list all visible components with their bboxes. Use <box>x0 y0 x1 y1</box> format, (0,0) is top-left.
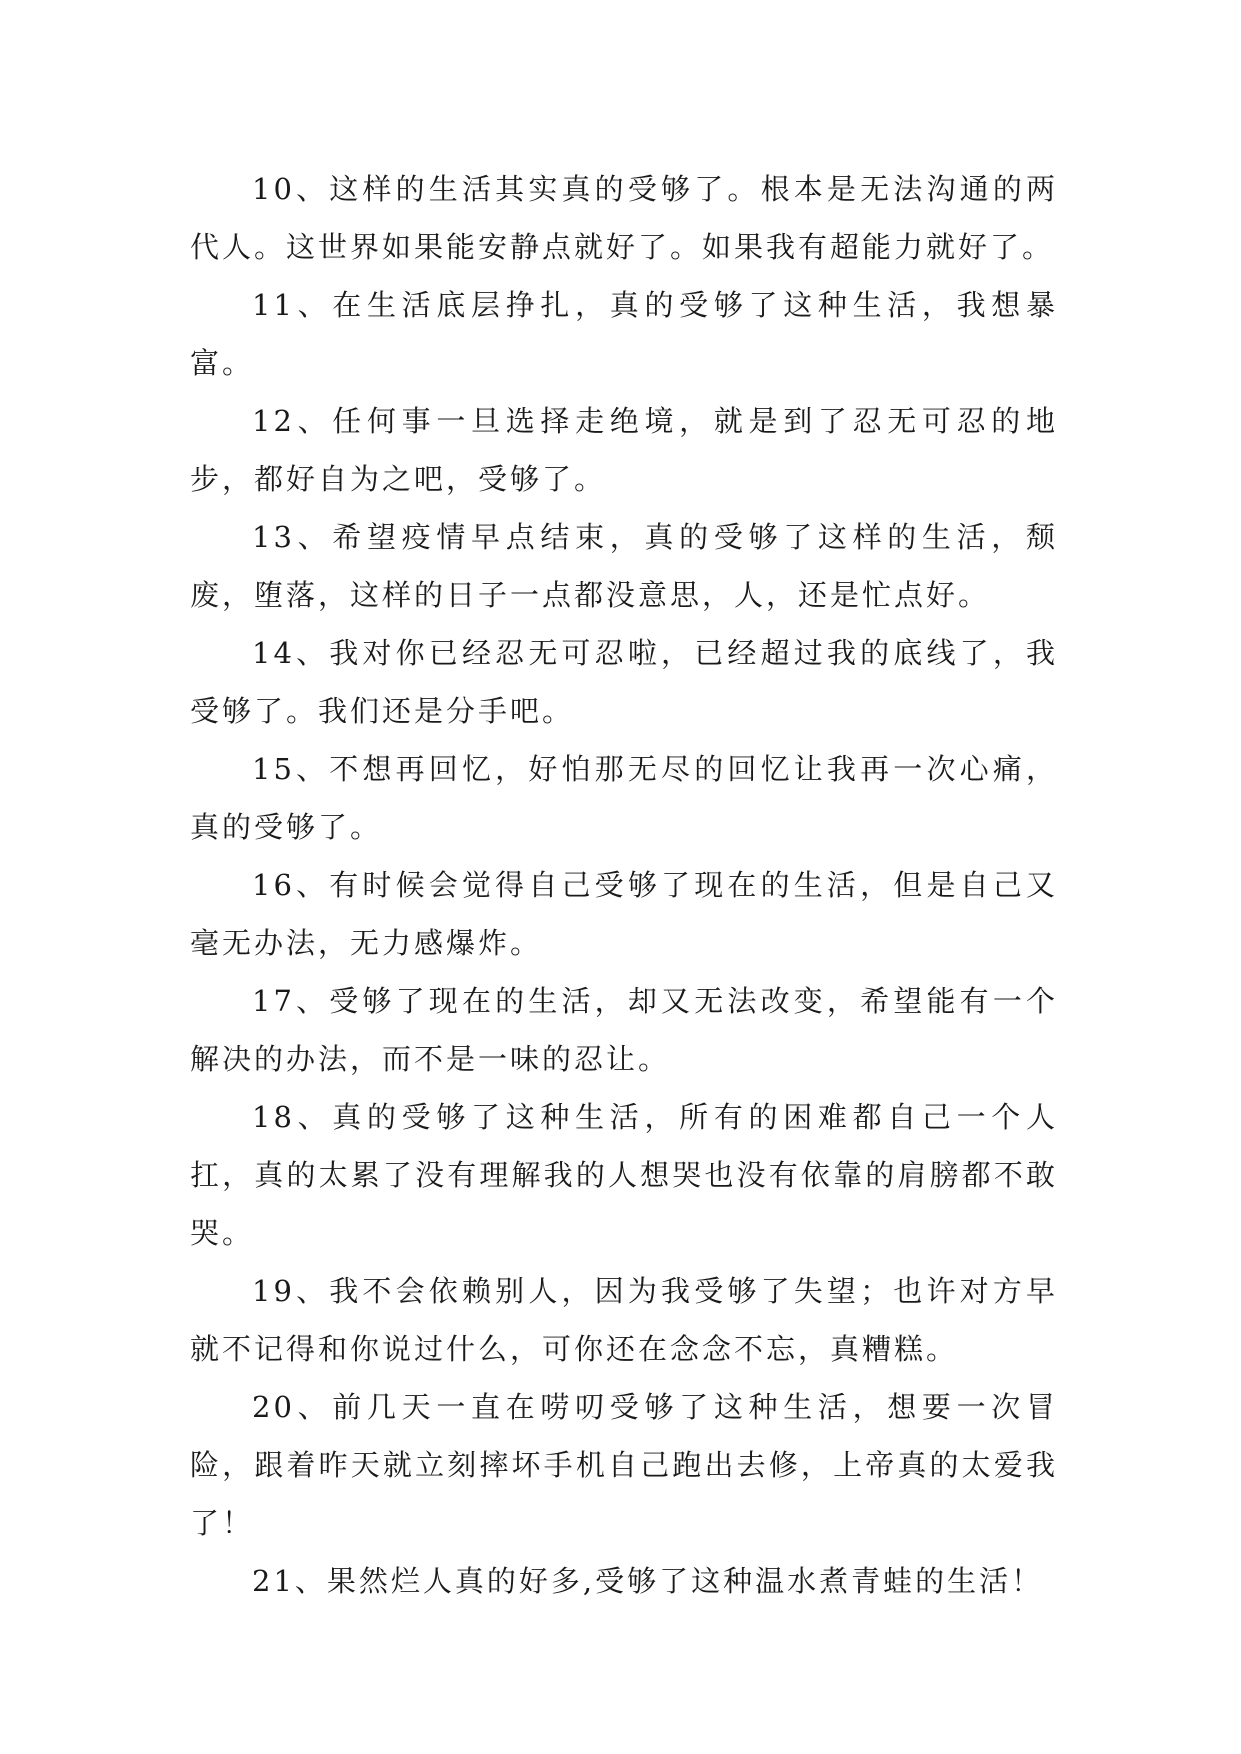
paragraph-19: 19、我不会依赖别人，因为我受够了失望；也许对方早就不记得和你说过什么，可你还在念念不忘，真糟糕。 <box>190 1274 1058 1366</box>
paragraph-15: 15、不想再回忆，好怕那无尽的回忆让我再一次心痛，真的受够了。 <box>190 752 1058 844</box>
paragraph-16: 16、有时候会觉得自己受够了现在的生活，但是自己又毫无办法，无力感爆炸。 <box>190 868 1058 960</box>
paragraph-18: 18、真的受够了这种生活，所有的困难都自己一个人扛，真的太累了没有理解我的人想哭也没有依靠的肩膀都不敢哭。 <box>190 1100 1058 1250</box>
paragraph-12: 12、任何事一旦选择走绝境，就是到了忍无可忍的地步，都好自为之吧，受够了。 <box>190 404 1058 496</box>
paragraph-11: 11、在生活底层挣扎，真的受够了这种生活，我想暴富。 <box>190 288 1058 380</box>
paragraph-10: 10、这样的生活其实真的受够了。根本是无法沟通的两代人。这世界如果能安静点就好了。如果我有超能力就好了。 <box>190 172 1058 264</box>
paragraph-13: 13、希望疫情早点结束，真的受够了这样的生活，颓废，堕落，这样的日子一点都没意思，人，还是忙点好。 <box>190 520 1058 612</box>
paragraph-17: 17、受够了现在的生活，却又无法改变，希望能有一个解决的办法，而不是一味的忍让。 <box>190 984 1058 1076</box>
paragraph-14: 14、我对你已经忍无可忍啦，已经超过我的底线了，我受够了。我们还是分手吧。 <box>190 636 1058 728</box>
document-body <box>190 160 1058 1610</box>
paragraph-20: 20、前几天一直在唠叨受够了这种生活，想要一次冒险，跟着昨天就立刻摔坏手机自己跑出去修，上帝真的太爱我了！ <box>190 1390 1058 1540</box>
paragraph-21: 21、果然烂人真的好多,受够了这种温水煮青蛙的生活！ <box>252 1564 1044 1598</box>
